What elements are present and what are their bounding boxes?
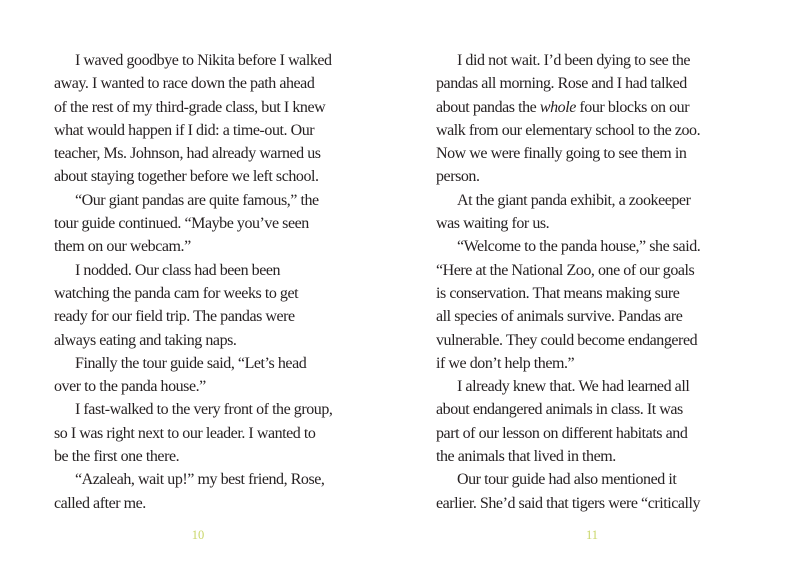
- text-line: Now we were finally going to see them in: [436, 145, 687, 163]
- text-line: all species of animals survive. Pandas are: [436, 308, 683, 326]
- text-line: tour guide continued. “Maybe you’ve seen: [54, 215, 309, 233]
- text-line: walk from our elementary school to the zoo.: [436, 121, 701, 139]
- text-line: what would happen if I did: a time-out. Our: [54, 121, 315, 139]
- text-line: was waiting for us.: [436, 215, 550, 233]
- text-line: “Azaleah, wait up!” my best friend, Rose,: [75, 471, 325, 489]
- text-line: watching the panda cam for weeks to get: [54, 284, 299, 302]
- text-line: earlier. She’d said that tigers were “critically: [436, 494, 701, 512]
- text-line: called after me.: [54, 494, 146, 512]
- right-page-text: [436, 49, 700, 515]
- text-line: away. I wanted to race down the path ahead: [54, 75, 315, 93]
- text-line: I fast-walked to the very front of the group,: [75, 401, 333, 419]
- text-line: I did not wait. I’d been dying to see the: [457, 52, 691, 69]
- text-line: vulnerable. They could become endangered: [436, 331, 698, 349]
- text-line: so I was right next to our leader. I wanted to: [54, 424, 316, 442]
- text-line: I already knew that. We had learned all: [457, 378, 690, 396]
- text-line: I waved goodbye to Nikita before I walked: [75, 52, 332, 69]
- page-number-left: 10: [191, 528, 205, 542]
- text-line: of the rest of my third-grade class, but I knew: [54, 98, 326, 116]
- text-line: them on our webcam.”: [54, 238, 191, 256]
- text-line: the animals that lived in them.: [436, 448, 616, 466]
- right-page: [400, 0, 800, 571]
- text-line: part of our lesson on different habitats and: [436, 424, 688, 442]
- text-line: over to the panda house.”: [54, 378, 206, 396]
- text-line: person.: [436, 168, 480, 186]
- text-line: “Here at the National Zoo, one of our goals: [436, 261, 695, 279]
- text-line: is conservation. That means making sure: [436, 284, 680, 302]
- text-line: Our tour guide had also mentioned it: [457, 471, 677, 489]
- text-line: Finally the tour guide said, “Let’s head: [75, 354, 307, 372]
- text-line: At the giant panda exhibit, a zookeeper: [457, 191, 691, 209]
- text-line: about staying together before we left school.: [54, 168, 319, 186]
- text-line: be the first one there.: [54, 448, 180, 466]
- page-number-right: 11: [585, 528, 599, 542]
- text-line: about endangered animals in class. It was: [436, 401, 683, 419]
- text-line: if we don’t help them.”: [436, 354, 575, 372]
- text-line: teacher, Ms. Johnson, had already warned us: [54, 145, 321, 163]
- text-line: ready for our field trip. The pandas were: [54, 308, 295, 326]
- text-line: pandas all morning. Rose and I had talked: [436, 75, 687, 93]
- text-line: “Welcome to the panda house,” she said.: [457, 238, 701, 256]
- text-line: always eating and taking naps.: [54, 331, 237, 349]
- left-page-text: [54, 49, 332, 515]
- text-line: “Our giant pandas are quite famous,” the: [75, 191, 319, 209]
- text-line: I nodded. Our class had been been: [75, 261, 281, 279]
- text-line: about pandas the whole four blocks on our: [436, 98, 690, 116]
